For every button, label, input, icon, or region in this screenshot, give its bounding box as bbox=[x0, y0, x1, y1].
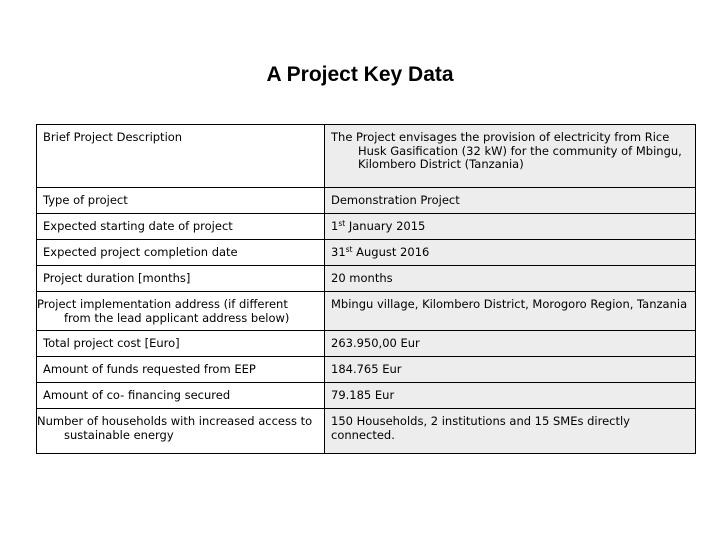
date-month-year: August 2016 bbox=[352, 245, 430, 259]
key-data-table-container bbox=[36, 124, 695, 454]
row-label: Expected starting date of project bbox=[37, 214, 325, 240]
date-day: 1 bbox=[331, 219, 339, 233]
row-label: Type of project bbox=[37, 188, 325, 214]
table-row bbox=[37, 125, 696, 188]
row-label: Project implementation address (if different from the lead applicant address below) bbox=[37, 292, 325, 331]
row-value bbox=[325, 214, 696, 240]
table-row bbox=[37, 214, 696, 240]
table-row bbox=[37, 357, 696, 383]
row-label: Brief Project Description bbox=[37, 125, 325, 188]
row-label: Number of households with increased access to sustainable energy bbox=[37, 409, 325, 454]
row-value: 79.185 Eur bbox=[325, 383, 696, 409]
row-value: Mbingu village, Kilombero District, Morogoro Region, Tanzania bbox=[325, 292, 696, 331]
row-label: Expected project completion date bbox=[37, 240, 325, 266]
key-data-table bbox=[36, 124, 696, 454]
row-label: Total project cost [Euro] bbox=[37, 331, 325, 357]
date-ordinal-suffix: st bbox=[338, 219, 346, 228]
row-value: 20 months bbox=[325, 266, 696, 292]
table-row bbox=[37, 409, 696, 454]
table-row bbox=[37, 240, 696, 266]
table-row bbox=[37, 383, 696, 409]
table-row bbox=[37, 292, 696, 331]
table-row bbox=[37, 331, 696, 357]
row-label: Amount of funds requested from EEP bbox=[37, 357, 325, 383]
row-label: Project duration [months] bbox=[37, 266, 325, 292]
date-day: 31 bbox=[331, 245, 346, 259]
page-title: A Project Key Data bbox=[266, 63, 454, 86]
row-value: 263.950,00 Eur bbox=[325, 331, 696, 357]
row-value: 150 Households, 2 institutions and 15 SMEs directly connected. bbox=[325, 409, 696, 454]
row-value: 184.765 Eur bbox=[325, 357, 696, 383]
date-ordinal-suffix: st bbox=[345, 245, 353, 254]
row-value: Demonstration Project bbox=[325, 188, 696, 214]
row-value bbox=[325, 240, 696, 266]
date-month-year: January 2015 bbox=[345, 219, 426, 233]
table-row bbox=[37, 266, 696, 292]
table-row bbox=[37, 188, 696, 214]
row-value: The Project envisages the provision of electricity from Rice Husk Gasification (32 kW) for the community of Mbingu, Kilombero District (Tanzania) bbox=[325, 125, 696, 188]
row-label: Amount of co- financing secured bbox=[37, 383, 325, 409]
